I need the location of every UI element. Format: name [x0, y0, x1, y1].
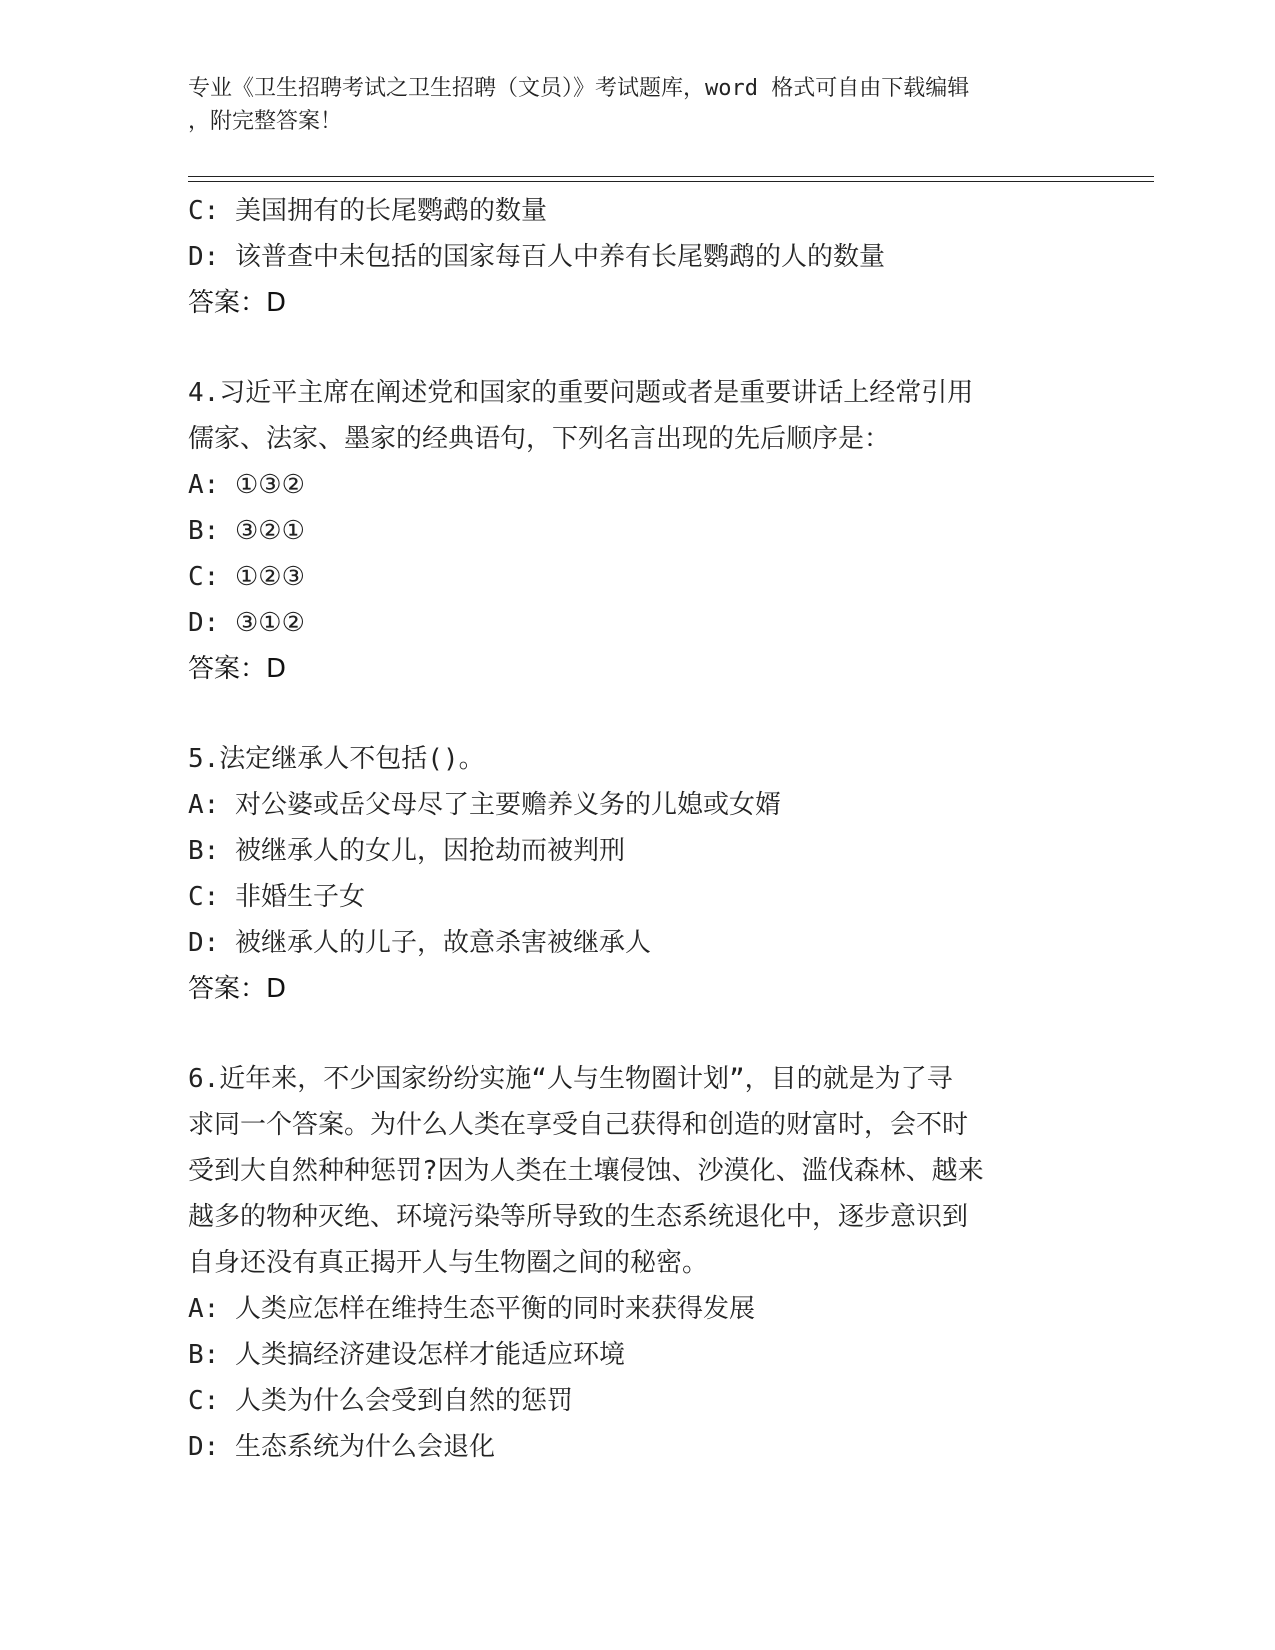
header-divider-bottom	[188, 181, 1154, 182]
option-d: D: 被继承人的儿子，故意杀害被继承人	[188, 928, 651, 958]
question-stem-line: 6.近年来，不少国家纷纷实施“人与生物圈计划”，目的就是为了寻	[188, 1064, 953, 1094]
question-5	[188, 736, 1088, 1012]
document-header	[188, 72, 1088, 138]
question-4	[188, 370, 1088, 692]
option-b: B: ③②①	[188, 516, 305, 546]
option-c: C: 人类为什么会受到自然的惩罚	[188, 1386, 573, 1416]
answer-label: 答案：D	[188, 654, 287, 684]
question-6	[188, 1056, 1088, 1470]
option-d: D: 该普查中未包括的国家每百人中养有长尾鹦鹉的人的数量	[188, 242, 885, 272]
option-d: D: 生态系统为什么会退化	[188, 1432, 495, 1462]
answer-label: 答案：D	[188, 974, 287, 1004]
question-3-tail	[188, 188, 1088, 326]
spacer	[188, 1012, 1088, 1056]
option-c: C: 非婚生子女	[188, 882, 365, 912]
question-list	[188, 188, 1088, 1470]
spacer	[188, 326, 1088, 370]
option-c: C: 美国拥有的长尾鹦鹉的数量	[188, 196, 547, 226]
question-stem-line: 受到大自然种种惩罚?因为人类在土壤侵蚀、沙漠化、滥伐森林、越来	[188, 1156, 984, 1186]
question-stem-line: 4.习近平主席在阐述党和国家的重要问题或者是重要讲话上经常引用	[188, 378, 974, 408]
answer-label: 答案：D	[188, 288, 287, 318]
question-stem: 5.法定继承人不包括()。	[188, 744, 485, 774]
header-line-2: ，附完整答案！	[188, 109, 343, 134]
header-divider-top	[188, 176, 1154, 177]
question-stem-line: 越多的物种灭绝、环境污染等所导致的生态系统退化中，逐步意识到	[188, 1202, 969, 1232]
option-a: A: 对公婆或岳父母尽了主要赡养义务的儿媳或女婿	[188, 790, 781, 820]
header-line-1: 专业《卫生招聘考试之卫生招聘（文员）》考试题库，word 格式可自由下载编辑	[188, 76, 970, 101]
spacer	[188, 692, 1088, 736]
option-b: B: 被继承人的女儿，因抢劫而被判刑	[188, 836, 625, 866]
question-stem-line: 儒家、法家、墨家的经典语句，下列名言出现的先后顺序是：	[188, 424, 891, 454]
option-d: D: ③①②	[188, 608, 305, 638]
option-c: C: ①②③	[188, 562, 305, 592]
question-stem-line: 自身还没有真正揭开人与生物圈之间的秘密。	[188, 1248, 709, 1278]
question-stem-line: 求同一个答案。为什么人类在享受自己获得和创造的财富时，会不时	[188, 1110, 969, 1140]
option-a: A: ①③②	[188, 470, 305, 500]
option-a: A: 人类应怎样在维持生态平衡的同时来获得发展	[188, 1294, 755, 1324]
option-b: B: 人类搞经济建设怎样才能适应环境	[188, 1340, 625, 1370]
